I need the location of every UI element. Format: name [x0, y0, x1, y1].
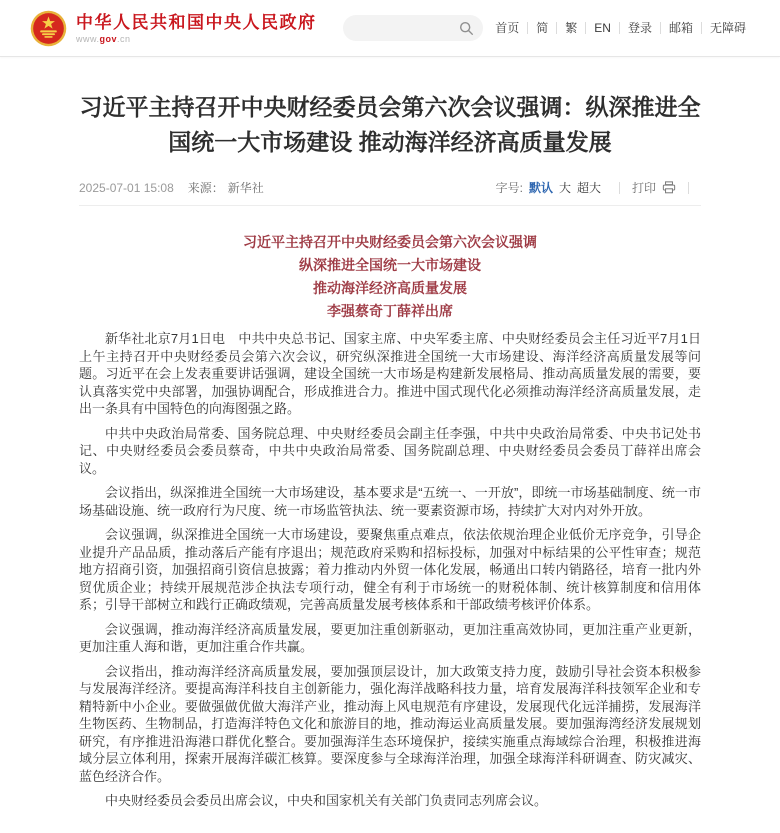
- subhead-line: 推动海洋经济高质量发展: [313, 280, 467, 296]
- print-label: 打印: [631, 181, 656, 195]
- subhead-line: 习近平主持召开中央财经委员会第六次会议强调: [243, 234, 537, 250]
- article-paragraph: 会议指出，纵深推进全国统一大市场建设，基本要求是“五统一、一开放”，即统一市场基础制度、统一市场基础设施、统一政府行为尺度、统一市场监管执法、统一要素资源市场，持续扩大对内对外开放。: [79, 485, 701, 518]
- article-title: 习近平主持召开中央财经委员会第六次会议强调：纵深推进全国统一大市场建设 推动海洋经济高质量发展: [79, 94, 701, 155]
- source-name: 新华社: [227, 181, 264, 195]
- font-size-label: 字号:: [495, 181, 523, 195]
- header-nav: [487, 22, 754, 34]
- article-paragraph: 会议指出，推动海洋经济高质量发展，要加强顶层设计，加大政策支持力度，鼓励引导社会资本积极参与发展海洋经济。要提高海洋科技自主创新能力，强化海洋战略科技力量，培育发展海洋科技领军企业和专精特新中小企业。要做强做优做大海洋产业，推动海上风电规范有序建设，发展现代化远洋捕捞，发展海洋生物医药、生物制品，打造海洋特色文化和旅游目的地，推动海运业高质量发展。要加强海湾经济发展规划研究，有序推进沿海港口群优化整合。要加强海洋生态环境保护，接续实施重点海域综合治理，积极推进海域分层立体利用，探索开展海洋碳汇核算。要深度参与全球海洋治理，加强全球海洋科研调查、防灾减灾、蓝色经济合作。: [79, 663, 701, 784]
- article-meta-right: [496, 179, 701, 196]
- nav-traditional-chinese[interactable]: 繁: [556, 22, 585, 34]
- article-body: [79, 206, 701, 833]
- font-size-large-button[interactable]: 大: [558, 181, 571, 195]
- site-brand[interactable]: [30, 10, 317, 47]
- search-bar[interactable]: [343, 15, 483, 41]
- nav-home[interactable]: 首页: [495, 21, 520, 35]
- brand-text: [76, 13, 317, 44]
- subhead-line: 李强蔡奇丁薛祥出席: [327, 303, 453, 319]
- search-input[interactable]: [355, 20, 459, 36]
- meta-divider: [688, 182, 689, 194]
- nav-accessibility[interactable]: 无障碍: [701, 22, 754, 34]
- font-size-xlarge-button[interactable]: 超大: [576, 181, 601, 195]
- printer-icon: [662, 181, 676, 194]
- meta-divider: [619, 182, 620, 194]
- site-title: 中华人民共和国中央人民政府: [76, 12, 317, 32]
- publish-datetime: 2025-07-01 15:08: [79, 180, 174, 195]
- subhead-line: 纵深推进全国统一大市场建设: [299, 257, 481, 273]
- site-url-gov: gov: [99, 33, 118, 44]
- print-button[interactable]: [632, 179, 676, 196]
- site-url: [76, 34, 317, 44]
- font-size-default-button[interactable]: 默认: [528, 181, 553, 195]
- article-meta-bar: [79, 179, 701, 206]
- article-paragraph: 中央财经委员会委员出席会议，中央和国家机关有关部门负责同志列席会议。: [105, 793, 548, 808]
- site-url-www: www.: [76, 33, 100, 44]
- nav-english[interactable]: EN: [585, 22, 619, 34]
- national-emblem-logo: [30, 10, 67, 47]
- article-paragraph: 新华社北京7月1日电 中共中央总书记、国家主席、中央军委主席、中央财经委员会主任习近平7月1日上午主持召开中央财经委员会第六次会议，研究纵深推进全国统一大市场建设、海洋经济高质量发展等问题。习近平在会上发表重要讲话强调，建设全国统一大市场是构建新发展格局、推动高质量发展的需要，要认真落实党中央部署，加强协调配合，形成推进合力。推进中国式现代化必须推动海洋经济高质量发展，走出一条具有中国特色的向海图强之路。: [79, 331, 701, 416]
- article-container: [79, 57, 701, 833]
- article-paragraph: 中共中央政治局常委、国务院总理、中央财经委员会副主任李强，中共中央政治局常委、中央书记处书记、中央财经委员会委员蔡奇，中共中央政治局常委、国务院副总理、中央财经委员会委员丁薛祥出席会议。: [79, 425, 701, 476]
- article-subhead: [79, 231, 701, 323]
- header-right: [343, 15, 754, 41]
- site-url-cn: .cn: [117, 33, 131, 44]
- search-icon[interactable]: [459, 21, 474, 36]
- article-paragraph: 会议强调，纵深推进全国统一大市场建设，要聚焦重点难点，依法依规治理企业低价无序竞争，引导企业提升产品品质，推动落后产能有序退出；规范政府采购和招标投标，加强对中标结果的公平性审查；规范地方招商引资，加强招商引资信息披露；着力推动内外贸一体化发展，畅通出口转内销路径，培育一批内外贸优质企业；持续开展规范涉企执法专项行动，健全有利于市场统一的财税体制、统计核算制度和信用体系；引导干部树立和践行正确政绩观，完善高质量发展考核体系和干部政绩考核评价体系。: [79, 527, 701, 612]
- nav-login[interactable]: 登录: [619, 22, 660, 34]
- source-label: 来源：: [187, 181, 224, 195]
- site-header: [0, 0, 780, 57]
- nav-simplified-chinese[interactable]: 简: [527, 22, 556, 34]
- nav-mailbox[interactable]: 邮箱: [660, 22, 701, 34]
- article-meta-left: [79, 179, 264, 196]
- article-paragraph: 会议强调，推动海洋经济高质量发展，要更加注重创新驱动，更加注重高效协同，更加注重产业更新，更加注重人海和谐，更加注重合作共赢。: [79, 621, 701, 654]
